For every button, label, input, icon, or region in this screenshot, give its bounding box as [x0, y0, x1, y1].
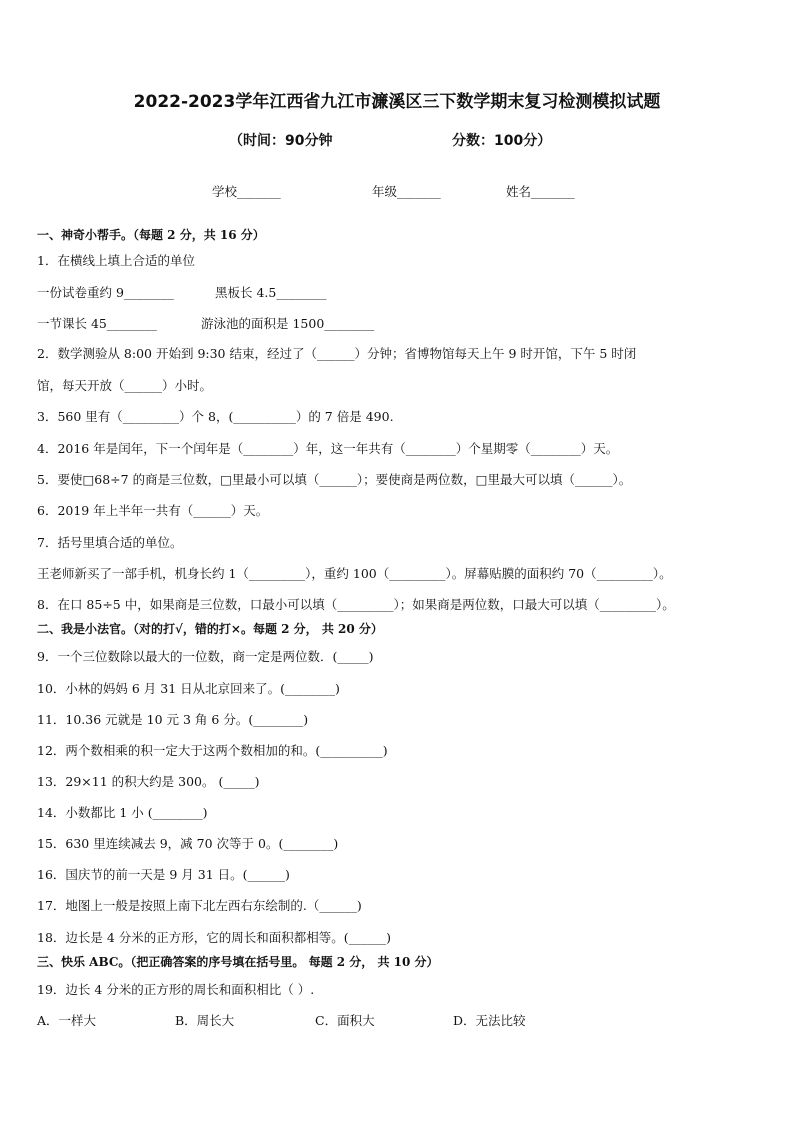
question-1b: 黑板长 4.5________	[215, 285, 327, 300]
question-4: 4．2016 年是闰年，下一个闰年是（________）年，这一年共有（________）个星期零（________）天。	[37, 441, 619, 456]
question-16: 16．国庆节的前一天是 9 月 31 日。(______)	[37, 867, 290, 882]
question-19-option-a[interactable]: A．一样大	[37, 1013, 97, 1028]
question-3: 3．560 里有（_________）个 8，(__________）的 7 倍是 490.	[37, 409, 394, 424]
question-13: 13．29×11 的积大约是 300。 (_____)	[37, 774, 260, 789]
question-19-option-d[interactable]: D．无法比较	[453, 1013, 526, 1028]
question-7: 7．括号里填合适的单位。	[37, 535, 183, 550]
question-15: 15．630 里连续减去 9，减 70 次等于 0。(________)	[37, 836, 339, 851]
question-12: 12．两个数相乘的积一定大于这两个数相加的和。(__________)	[37, 743, 388, 758]
question-11: 11．10.36 元就是 10 元 3 角 6 分。(________)	[37, 712, 309, 727]
grade-field[interactable]: 年级_______	[372, 184, 441, 199]
school-field[interactable]: 学校_______	[212, 184, 281, 199]
question-8: 8．在口 85÷5 中，如果商是三位数，口最小可以填（_________）；如果商是两位数，口最大可以填（_________）。	[37, 597, 675, 612]
section-2-heading: 二、我是小法官。（对的打√，错的打×。每题 2 分， 共 20 分）	[37, 622, 383, 636]
question-7a: 王老师新买了一部手机，机身长约 1（_________），重约 100（_________）。屏幕贴膜的面积约 70（_________）。	[37, 566, 672, 581]
question-1d: 游泳池的面积是 1500________	[201, 316, 375, 331]
question-18: 18．边长是 4 分米的正方形，它的周长和面积都相等。(______)	[37, 930, 392, 945]
page-title: 2022-2023学年江西省九江市濂溪区三下数学期末复习检测模拟试题	[133, 92, 661, 112]
question-19-option-b[interactable]: B．周长大	[175, 1013, 235, 1028]
question-5: 5．要使□68÷7 的商是三位数，□里最小可以填（______）；要使商是两位数，□里最大可以填（______）。	[37, 472, 632, 487]
section-1-heading: 一、神奇小帮手。（每题 2 分，共 16 分）	[37, 228, 265, 242]
question-2-continued: 馆，每天开放（______）小时。	[37, 378, 213, 393]
question-19-option-c[interactable]: C．面积大	[315, 1013, 375, 1028]
name-field[interactable]: 姓名_______	[506, 184, 575, 199]
question-17: 17．地图上一般是按照上南下北左西右东绘制的.（______)	[37, 898, 362, 913]
question-1a: 一份试卷重约 9________	[37, 285, 174, 300]
question-9: 9．一个三位数除以最大的一位数，商一定是两位数．(_____)	[37, 649, 374, 664]
exam-time: （时间：90分钟	[229, 133, 333, 149]
question-14: 14．小数都比 1 小 (________)	[37, 805, 208, 820]
section-3-heading: 三、快乐 ABC。（把正确答案的序号填在括号里。 每题 2 分， 共 10 分）	[37, 955, 439, 969]
question-2: 2．数学测验从 8:00 开始到 9:30 结束，经过了（______）分钟；省博物馆每天上午 9 时开馆，下午 5 时闭	[37, 346, 637, 361]
question-19: 19．边长 4 分米的正方形的周长和面积相比（ ）.	[37, 982, 315, 997]
exam-score: 分数：100分）	[452, 133, 552, 149]
question-6: 6．2019 年上半年一共有（______）天。	[37, 503, 269, 518]
question-1c: 一节课长 45________	[37, 316, 157, 331]
question-10: 10．小林的妈妈 6 月 31 日从北京回来了。(________)	[37, 681, 340, 696]
question-1: 1．在横线上填上合适的单位	[37, 253, 195, 268]
